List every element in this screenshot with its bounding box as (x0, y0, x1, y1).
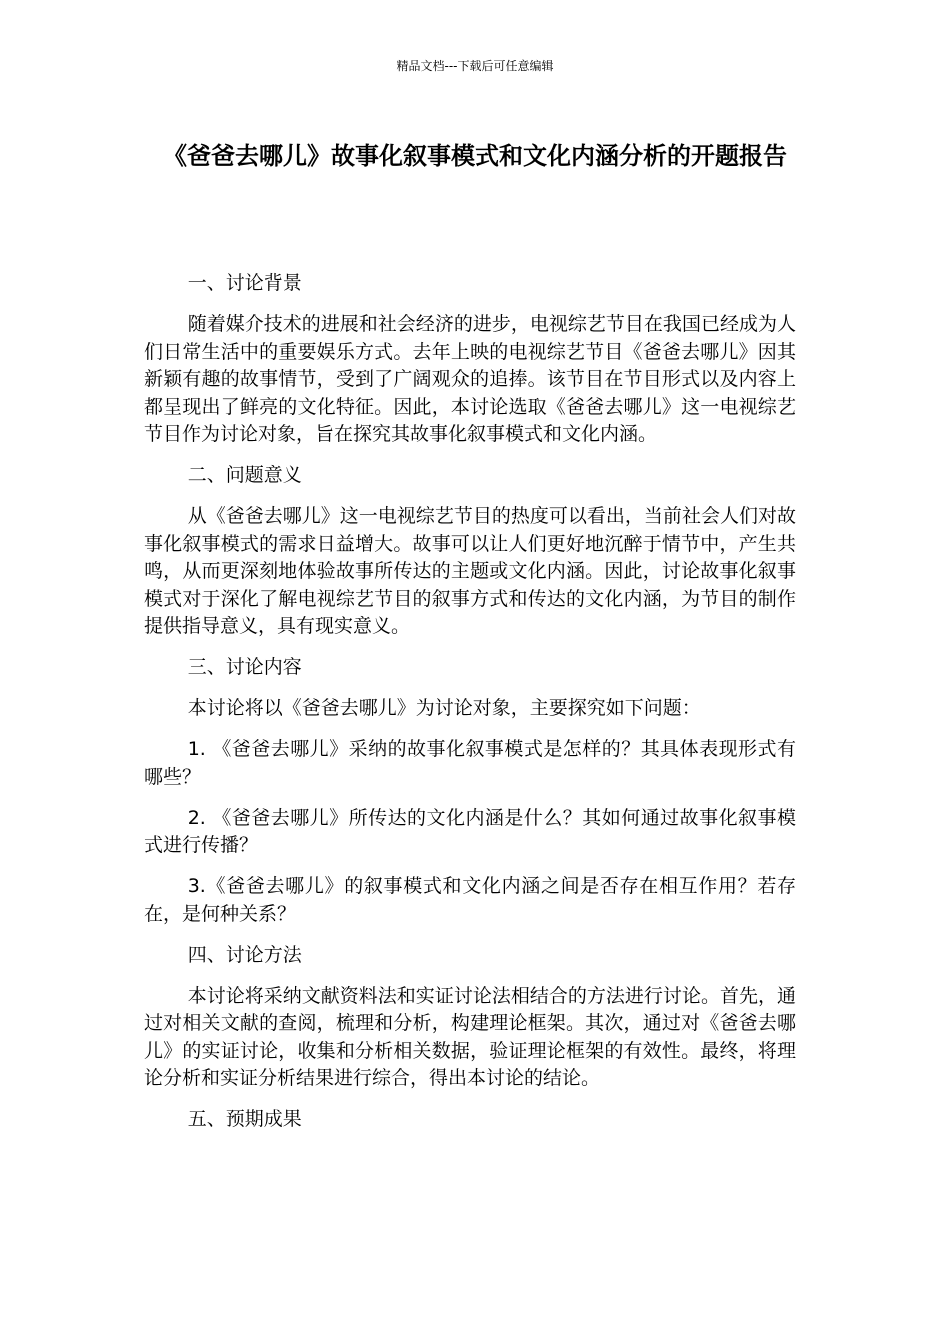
section-heading-background: 一、讨论背景 (187, 272, 302, 294)
section-heading-content: 三、讨论内容 (187, 656, 302, 678)
document-title: 《爸爸去哪儿》故事化叙事模式和文化内涵分析的开题报告 (163, 142, 787, 170)
research-question-3: 3.《爸爸去哪儿》的叙事模式和文化内涵之间是否存在相互作用？若存在，是何种关系？ (144, 875, 796, 925)
section-intro-content: 本讨论将以《爸爸去哪儿》为讨论对象，主要探究如下问题： (187, 697, 701, 719)
research-question-2: 2. 《爸爸去哪儿》所传达的文化内涵是什么？其如何通过故事化叙事模式进行传播？ (144, 806, 796, 856)
research-question-1: 1. 《爸爸去哪儿》采纳的故事化叙事模式是怎样的？其具体表现形式有哪些？ (144, 738, 796, 788)
section-heading-method: 四、讨论方法 (187, 943, 302, 966)
document-body (144, 270, 796, 1134)
section-body-significance: 从《爸爸去哪儿》这一电视综艺节目的热度可以看出，当前社会人们对故事化叙事模式的需求日益增大。故事可以让人们更好地沉醉于情节中，产生共鸣，从而更深刻地体验故事所传达的主题或文化内涵。因此，讨论故事化叙事模式对于深化了解电视综艺节目的叙事方式和传达的文化内涵，为节目的制作提供指导意义，具有现实意义。 (144, 505, 796, 637)
header-note: 精品文档---下载后可任意编辑 (396, 59, 554, 73)
section-heading-results: 五、预期成果 (187, 1108, 302, 1130)
section-heading-significance: 二、问题意义 (187, 464, 302, 486)
section-body-background: 随着媒介技术的进展和社会经济的进步，电视综艺节目在我国已经成为人们日常生活中的重要娱乐方式。去年上映的电视综艺节目《爸爸去哪儿》因其新颖有趣的故事情节，受到了广阔观众的追捧。该节目在节目形式以及内容上都呈现出了鲜亮的文化特征。因此，本讨论选取《爸爸去哪儿》这一电视综艺节目作为讨论对象，旨在探究其故事化叙事模式和文化内涵。 (144, 313, 796, 445)
section-body-method: 本讨论将采纳文献资料法和实证讨论法相结合的方法进行讨论。首先，通过对相关文献的查阅，梳理和分析，构建理论框架。其次，通过对《爸爸去哪儿》的实证讨论，收集和分析相关数据，验证理论框架的有效性。最终，将理论分析和实证分析结果进行综合，得出本讨论的结论。 (144, 984, 796, 1089)
